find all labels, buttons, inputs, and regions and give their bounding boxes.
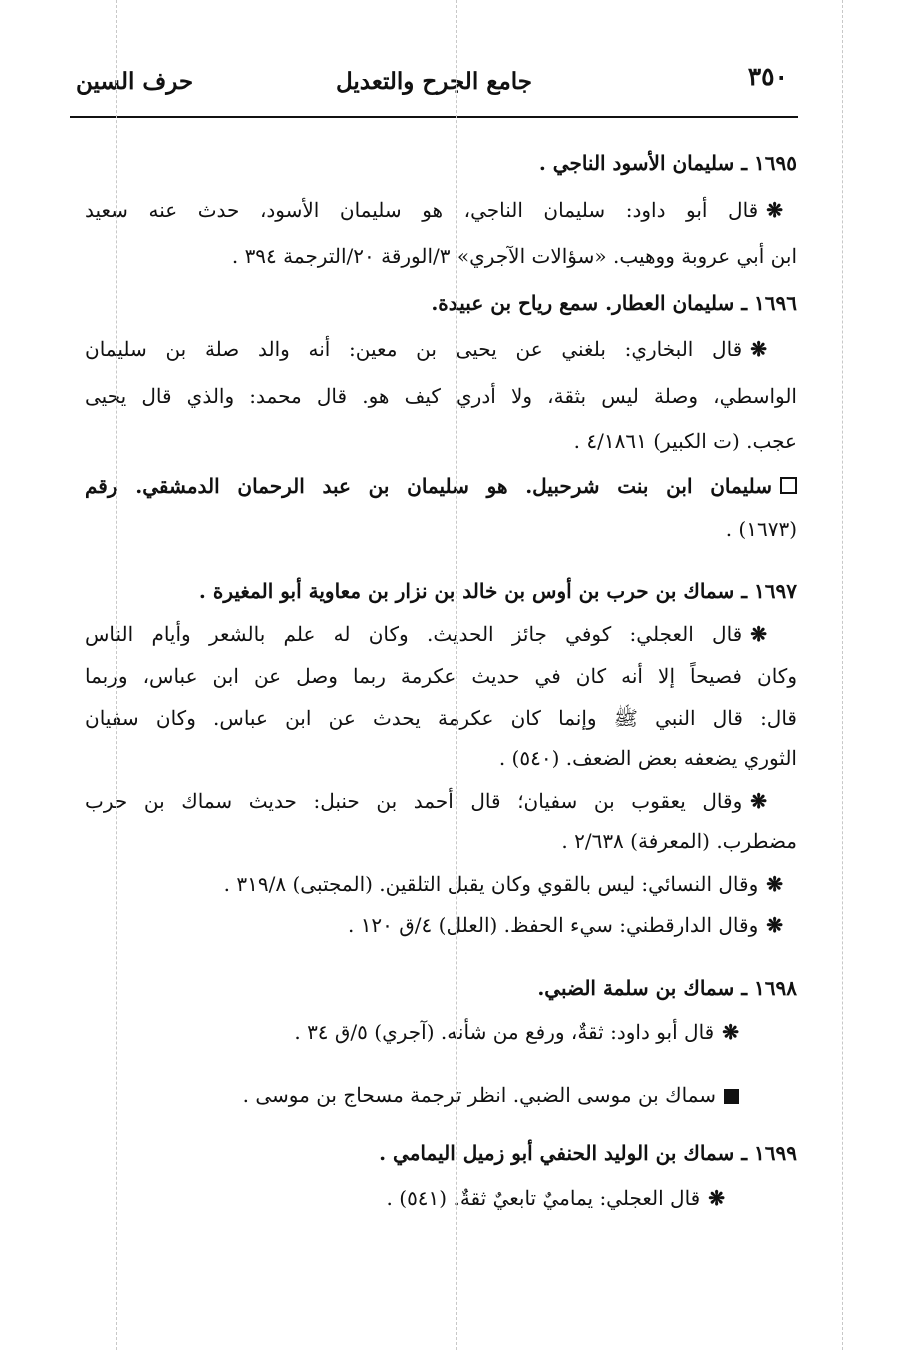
square-filled-icon [724,1089,739,1104]
star-icon: ❋ [750,789,767,813]
text-line: وكان فصيحاً إلا أنه كان في حديث عكرمة ربما وصل عن ابن عباس، وربما [85,664,797,688]
text-line: ❋قال العجلي: يماميٌ تابعيٌ ثقةٌ. (٥٤١) . [85,1178,725,1218]
scan-artifact-line [116,0,117,1350]
star-icon: ❋ [722,1020,739,1044]
text-line: الواسطي، وصلة ليس بثقة، ولا أدري كيف هو. قال محمد: والذي قال يحيى [85,384,797,408]
text-line: ❋وقال يعقوب بن سفيان؛ قال أحمد بن حنبل: حديث سماك بن حرب [85,781,767,821]
entry-heading-1696: ١٦٩٦ ـ سليمان العطار. سمع رياح بن عبيدة. [431,291,797,315]
text-line: (١٦٧٣) . [725,517,797,541]
page-number: ٣٥٠ [747,62,788,91]
text-line: ❋قال أبو داود: سليمان الناجي، هو سليمان الأسود، حدث عنه سعيد [85,190,783,230]
header-rule [70,116,798,118]
cross-reference-line: سماك بن موسى الضبي. انظر ترجمة مسحاج بن موسى . [85,1075,739,1115]
text-line: قال: قال النبي ﷺ وإنما كان عكرمة يحدث عن ابن عباس. وكان سفيان [85,706,797,730]
section-title: حرف السين [76,68,194,95]
cross-reference-line: سليمان ابن بنت شرحبيل. هو سليمان بن عبد الرحمان الدمشقي. رقم [85,466,797,506]
star-icon: ❋ [766,872,783,896]
entry-heading-1697: ١٦٩٧ ـ سماك بن حرب بن أوس بن خالد بن نزار بن معاوية أبو المغيرة . [198,579,797,603]
text-line: ❋وقال النسائي: ليس بالقوي وكان يقبل التلقين. (المجتبى) ٣١٩/٨ . [85,864,783,904]
text-line: ابن أبي عروبة ووهيب. «سؤالات الآجري» ٣/الورقة ٢٠/الترجمة ٣٩٤ . [231,244,797,268]
text-line: الثوري يضعفه بعض الضعف. (٥٤٠) . [498,746,797,770]
star-icon: ❋ [766,198,783,222]
entry-heading-1699: ١٦٩٩ ـ سماك بن الوليد الحنفي أبو زميل اليمامي . [379,1141,797,1165]
entry-heading-1698: ١٦٩٨ ـ سماك بن سلمة الضبي. [537,976,797,1000]
book-title: جامع الجرح والتعديل [335,68,533,95]
text-line: ❋وقال الدارقطني: سيء الحفظ. (العلل) ٤/ق ١٢٠ . [85,905,783,945]
text-line: ❋قال أبو داود: ثقةٌ، ورفع من شأنه. (آجري) ٥/ق ٣٤ . [85,1012,739,1052]
page-header [70,62,798,108]
scan-artifact-line [456,0,457,1350]
scan-artifact-line [842,0,843,1350]
text-line: عجب. (ت الكبير) ٤/١٨٦١ . [573,429,797,453]
text-line: ❋قال العجلي: كوفي جائز الحديث. وكان له علم بالشعر وأيام الناس [85,614,767,654]
star-icon: ❋ [750,622,767,646]
entry-heading-1695: ١٦٩٥ ـ سليمان الأسود الناجي . [538,151,797,175]
star-icon: ❋ [766,913,783,937]
star-icon: ❋ [750,337,767,361]
square-outline-icon [780,477,797,494]
text-line: ❋قال البخاري: بلغني عن يحيى بن معين: أنه والد صلة بن سليمان [85,329,767,369]
text-line: مضطرب. (المعرفة) ٢/٦٣٨ . [561,829,797,853]
star-icon: ❋ [708,1186,725,1210]
